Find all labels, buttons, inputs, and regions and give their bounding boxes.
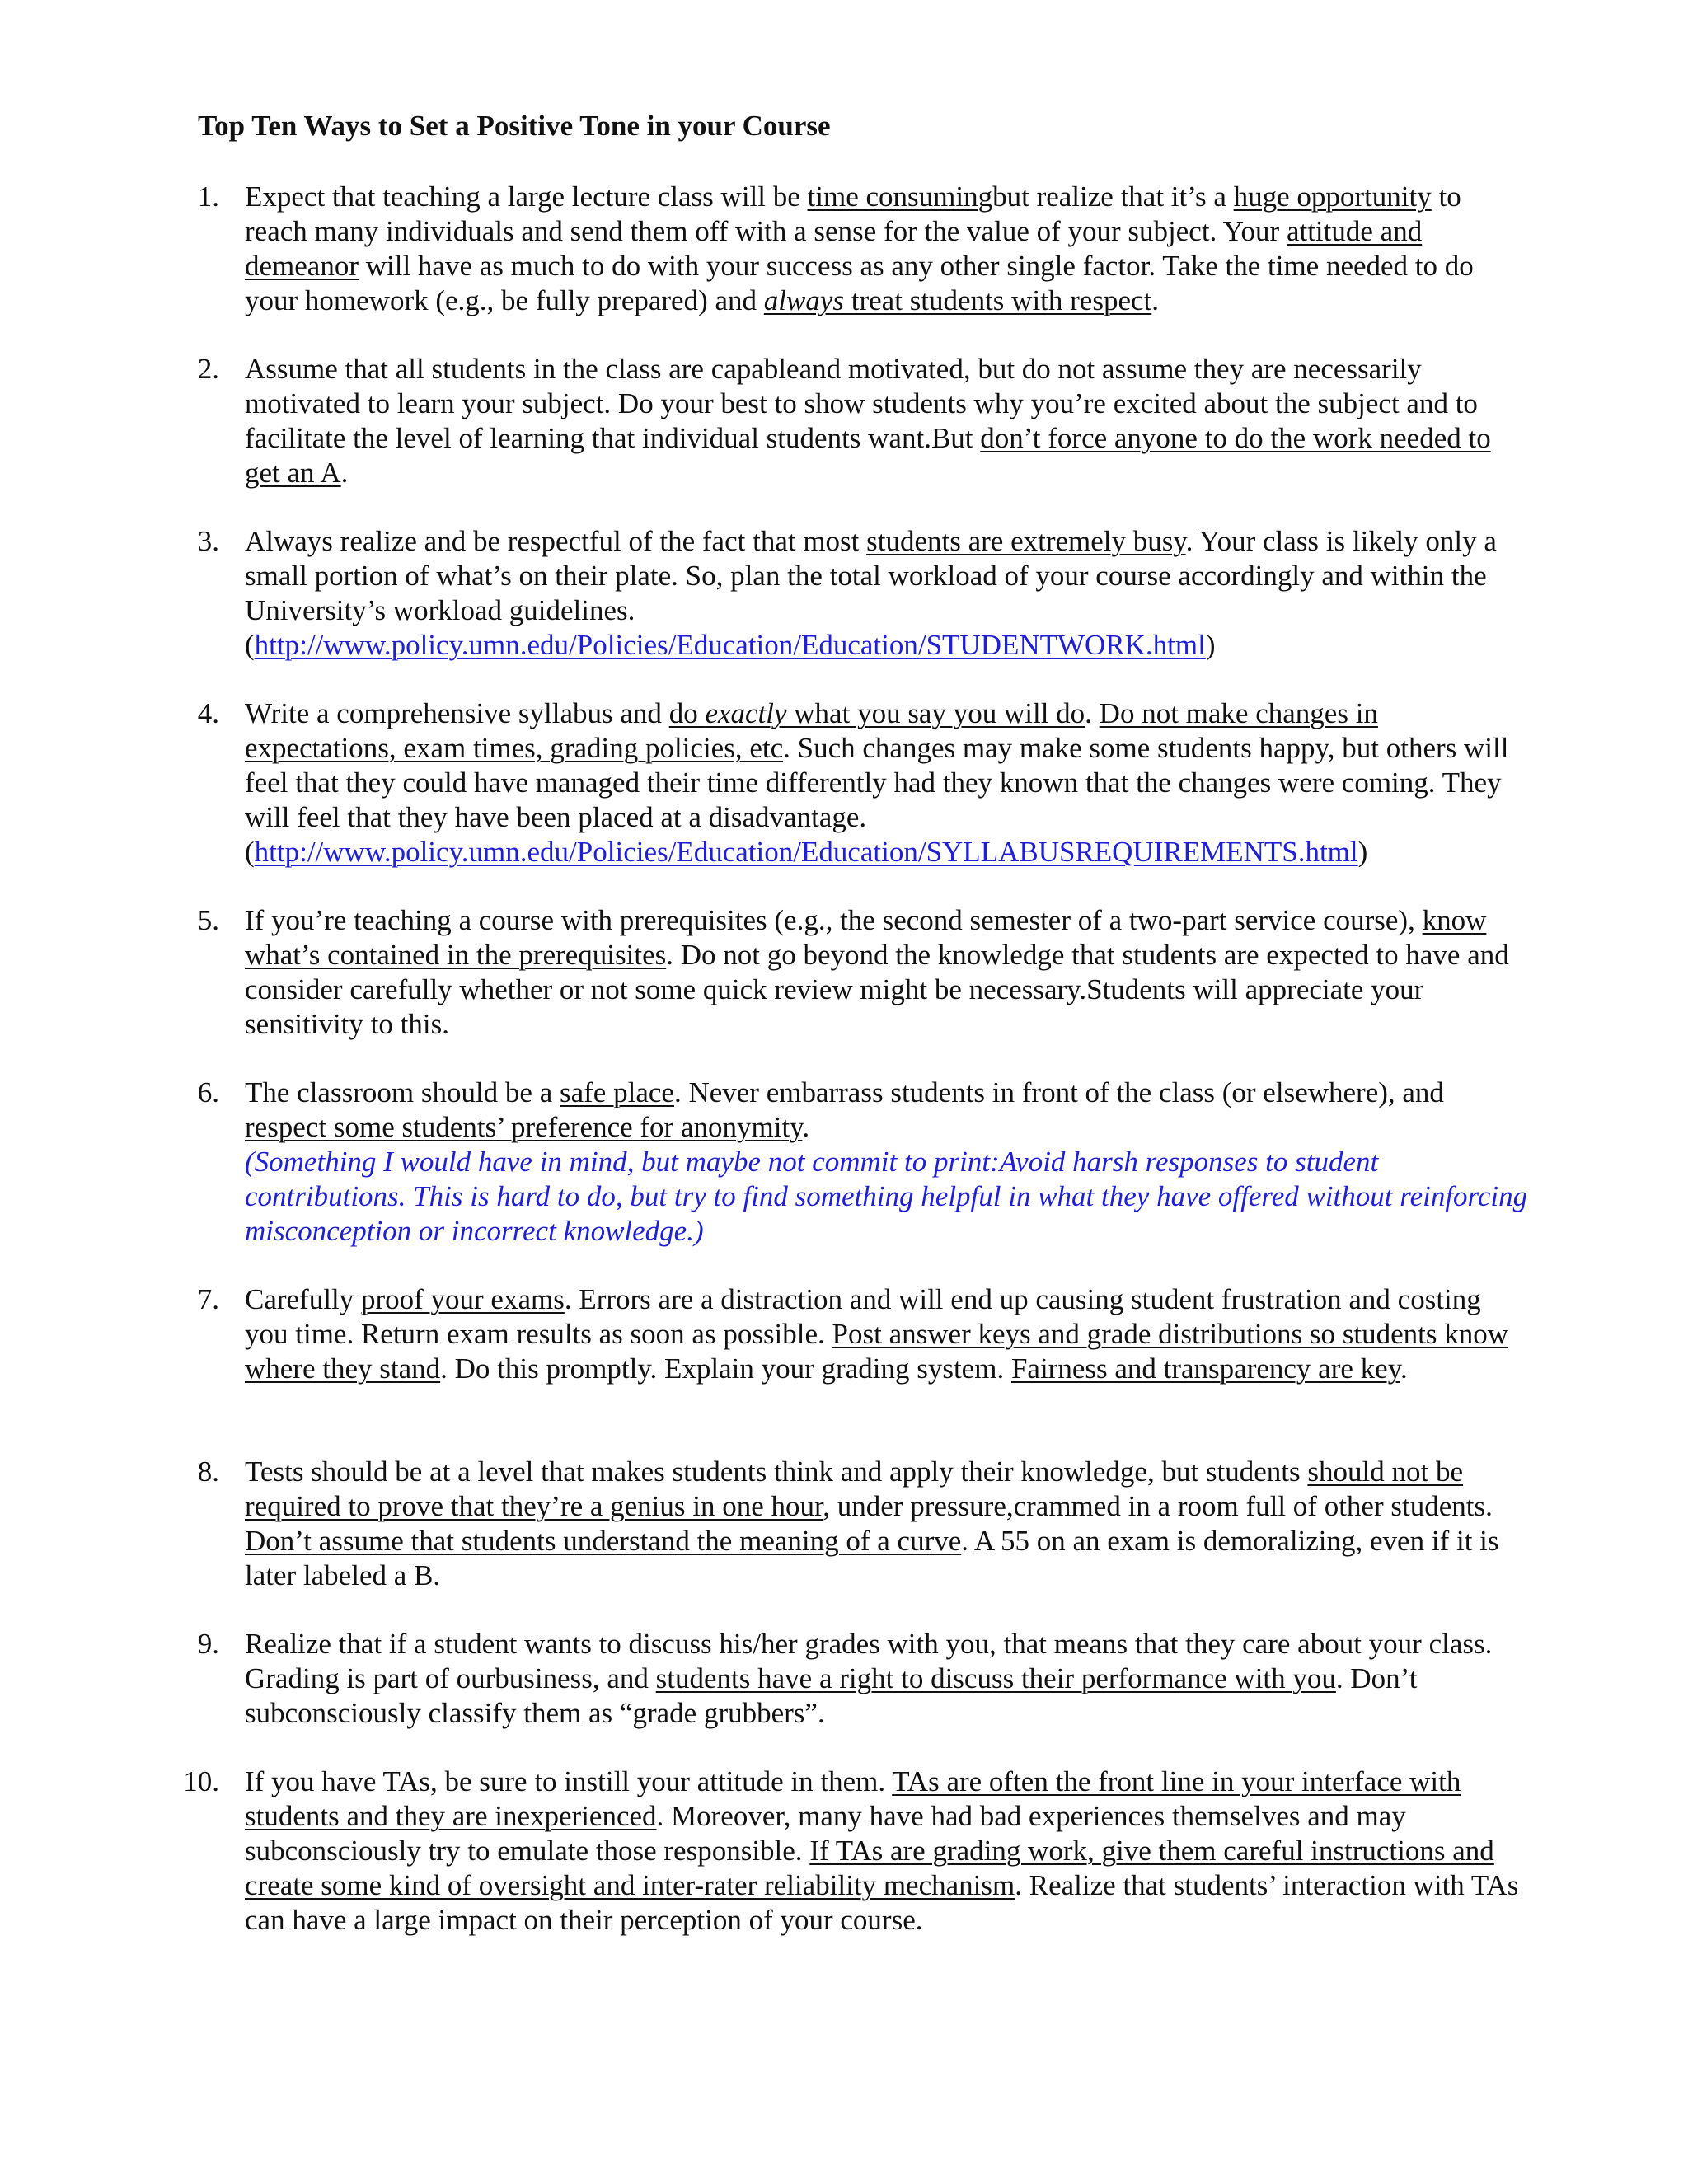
list-item-3 <box>0 524 1688 663</box>
emphasis-text: Do not make changes in expectations, exam times, grading policies, etc <box>245 697 1378 764</box>
list-item-1 <box>0 180 1688 318</box>
list-item-text <box>245 180 1531 318</box>
list-item-9 <box>0 1627 1688 1731</box>
author-aside-note: (Something I would have in mind, but maybe not commit to print:Avoid harsh responses to student contributions. This is hard to do, but try to find something helpful in what they have offered without reinforcing misconception or incorrect knowledge.) <box>245 1146 1528 1247</box>
emphasis-text: Don’t assume that students understand the meaning of a curve <box>245 1525 962 1557</box>
text-run: . <box>1400 1352 1408 1385</box>
list-item-text <box>245 1455 1531 1593</box>
text-run: If you’re teaching a course with prerequisites (e.g., the second semester of a two-part service course), <box>245 904 1423 936</box>
policy-link[interactable]: http://www.policy.umn.edu/Policies/Education/Education/STUDENTWORK.html <box>254 629 1206 661</box>
policy-link[interactable]: http://www.policy.umn.edu/Policies/Education/Education/SYLLABUSREQUIREMENTS.html <box>254 836 1358 868</box>
list-item-text <box>245 696 1531 869</box>
emphasis-text: proof your exams <box>360 1283 565 1315</box>
emphasis-text: time consuming <box>807 180 993 213</box>
paragraph <box>245 1455 1531 1593</box>
list-item-text <box>245 903 1531 1042</box>
paragraph <box>245 1076 1531 1145</box>
text-run: . Do not go beyond the knowledge that students are expected to have and consider carefully whether or not some quick review might be necessary.Students will appreciate your sensitivity to this. <box>245 939 1509 1040</box>
list-number: 7. <box>197 1283 219 1315</box>
list-number: 2. <box>197 353 219 385</box>
text-run: to reach many individuals and send them off with a sense for the value of your subject. Your <box>245 180 1461 247</box>
list-item-8 <box>0 1455 1688 1593</box>
emphasis-text: respect some students’ preference for anonymity <box>245 1111 803 1143</box>
emphasis-text: safe place <box>560 1076 674 1108</box>
text-run: . Your class is likely only a small portion of what’s on their plate. So, plan the total workload of your course accordingly and within the University’s workload guidelines. <box>245 525 1497 626</box>
paragraph <box>245 1627 1531 1731</box>
text-run: . Never embarrass students in front of the class (or elsewhere), and <box>673 1076 1444 1108</box>
text-run: ) <box>1205 629 1216 661</box>
paragraph <box>245 524 1531 663</box>
text-run: ) <box>1357 836 1368 868</box>
text-run: but realize that it’s a <box>992 180 1234 213</box>
list-item-text <box>245 524 1531 663</box>
emphasis-text: students are extremely busy <box>866 525 1186 557</box>
emphasis-text: huge opportunity <box>1233 180 1432 213</box>
list-number: 10. <box>183 1765 219 1797</box>
list-number: 6. <box>197 1076 219 1108</box>
list-item-text <box>245 1076 1531 1249</box>
list-number: 8. <box>197 1455 219 1488</box>
paragraph <box>245 1765 1531 1938</box>
emphasis-text: what you say you will do <box>786 697 1085 729</box>
text-run: Carefully <box>245 1283 361 1315</box>
text-run: Expect that teaching a large lecture class will be <box>245 180 808 213</box>
text-run: . A 55 on an exam is demoralizing, even if it is later labeled a B. <box>245 1525 1499 1591</box>
text-run: Realize that if a student wants to discuss his/her grades with you, that means that they care about your class. Grading is part of ourbusiness, and <box>245 1628 1493 1694</box>
emphasis-text: TAs are often the front line in your interface with students and they are inexperienced <box>245 1765 1461 1832</box>
text-run: . Errors are a distraction and will end up causing student frustration and costing you time. Return exam results as soon as possible. <box>245 1283 1481 1350</box>
text-run: Assume that all students in the class are capableand motivated, but do not assume they are necessarily motivated to learn your subject. Do your best to show students why you’re excited about the subject and to facilitate the level of learning that individual students want.But <box>245 353 1478 454</box>
paragraph <box>245 180 1531 318</box>
text-run: . Moreover, many have had bad experiences themselves and may subconsciously try to emulate those responsible. <box>245 1800 1406 1867</box>
emphasis-text: always <box>763 284 845 316</box>
list-item-5 <box>0 903 1688 1042</box>
text-run: . <box>340 457 349 489</box>
emphasis-text: Fairness and transparency are key <box>1010 1352 1400 1385</box>
text-run: Always realize and be respectful of the fact that most <box>245 525 867 557</box>
text-run: Write a comprehensive syllabus and <box>245 697 669 729</box>
paragraph <box>245 352 1531 490</box>
emphasis-text: Post answer keys and grade distributions so students know where they stand <box>245 1318 1509 1385</box>
list-item-text <box>245 1282 1531 1386</box>
text-run: . <box>802 1111 810 1143</box>
list-number: 1. <box>197 180 219 213</box>
list-item-text <box>245 1627 1531 1731</box>
list-item-10 <box>0 1765 1688 1938</box>
emphasis-text: don’t force anyone to do the work needed to get an A <box>245 422 1491 489</box>
list-item-text <box>245 1765 1531 1938</box>
list-item-7 <box>0 1282 1688 1386</box>
text-run: . Do this promptly. Explain your grading system. <box>440 1352 1011 1385</box>
text-run: . Such changes may make some students happy, but others will feel that they could have managed their time differently had they known that the changes were coming. They will feel that they have been placed at a disadvantage. <box>245 732 1509 833</box>
emphasis-text: treat students with respect <box>844 284 1152 316</box>
text-run: will have as much to do with your success as any other single factor. Take the time needed to do your homework (e.g., be fully prepared) and <box>245 250 1474 316</box>
list-item-text <box>245 352 1531 490</box>
list-item-4 <box>0 696 1688 869</box>
text-run: Tests should be at a level that makes students think and apply their knowledge, but students <box>245 1455 1308 1488</box>
text-run: . Don’t subconsciously classify them as “grade grubbers”. <box>245 1662 1418 1729</box>
list-item-2 <box>0 352 1688 490</box>
paragraph <box>245 696 1531 869</box>
emphasis-text: If TAs are grading work, give them careful instructions and create some kind of oversight and inter-rater reliability mechanism <box>245 1835 1494 1901</box>
text-run: , under pressure,crammed in a room full of other students. <box>823 1490 1493 1522</box>
page-title: Top Ten Ways to Set a Positive Tone in your Course <box>198 110 831 142</box>
emphasis-text: do <box>668 697 706 729</box>
emphasis-text: exactly <box>705 697 787 729</box>
list-number: 9. <box>197 1628 219 1660</box>
emphasis-text: know what’s contained in the prerequisites <box>245 904 1487 971</box>
list-number: 4. <box>197 697 219 729</box>
text-run: If you have TAs, be sure to instill your attitude in them. <box>245 1765 893 1797</box>
paragraph <box>245 903 1531 1042</box>
emphasis-text: should not be required to prove that they’re a genius in one hour <box>245 1455 1464 1522</box>
paragraph <box>245 1282 1531 1386</box>
emphasis-text: attitude and demeanor <box>245 215 1423 282</box>
list-number: 3. <box>197 525 219 557</box>
text-run: ( <box>245 836 255 868</box>
text-run: . <box>1151 284 1159 316</box>
text-run: The classroom should be a <box>245 1076 560 1108</box>
text-run: ( <box>245 629 255 661</box>
text-run: . Realize that students’ interaction with TAs can have a large impact on their perception of your course. <box>245 1869 1519 1936</box>
list-number: 5. <box>197 904 219 936</box>
text-run: . <box>1085 697 1100 729</box>
emphasis-text: students have a right to discuss their performance with you <box>655 1662 1336 1694</box>
list-item-6 <box>0 1076 1688 1249</box>
